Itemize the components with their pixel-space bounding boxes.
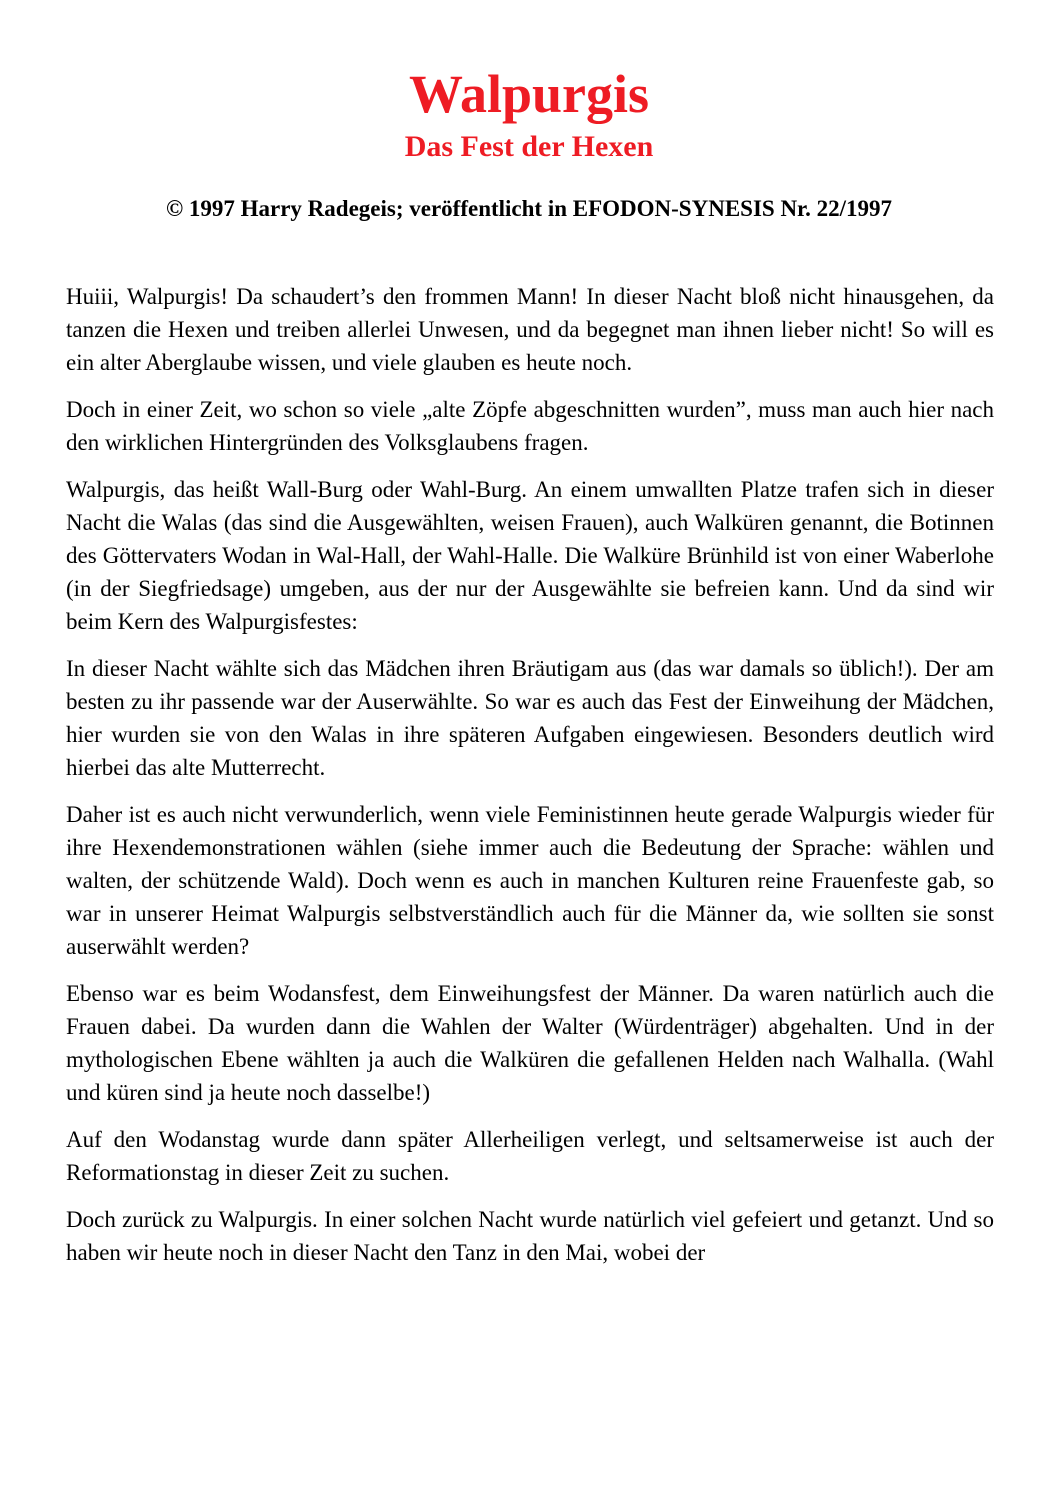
page-title: Walpurgis — [408, 64, 650, 124]
page-subtitle: Das Fest der Hexen — [404, 130, 654, 163]
paragraph-4: In dieser Nacht wählte sich das Mädchen ihren Bräutigam aus (das war damals so üblich!). Der am besten zu ihr passende war der Auserwählte. So war es auch das Fest der Einweihung der Mädchen, hier wurden sie von den Walas in ihre späteren Aufgaben eingewiesen. Besonders deutlich wird hierbei das alte Mutterrecht. — [66, 656, 994, 780]
paragraph-6: Ebenso war es beim Wodansfest, dem Einweihungsfest der Männer. Da waren natürlich auch die Frauen dabei. Da wurden dann die Wahlen der Walter (Würdenträger) abgehalten. Und in der mythologischen Ebene wählten ja auch die Walküren die gefallenen Helden nach Walhalla. (Wahl und küren sind ja heute noch dasselbe!) — [66, 981, 994, 1105]
paragraph-5: Daher ist es auch nicht verwunderlich, wenn viele Feministinnen heute gerade Walpurgis wieder für ihre Hexendemonstrationen wählen (siehe immer auch die Bedeutung der Sprache: wählen und walten, der schützende Wald). Doch wenn es auch in manchen Kulturen reine Frauenfeste gab, so war in unserer Heimat Walpurgis selbstverständlich auch für die Männer da, wie sollten sie sonst auserwählt werden? — [66, 802, 994, 959]
copyright-line: © 1997 Harry Radegeis; veröffentlicht in EFODON-SYNESIS Nr. 22/1997 — [165, 196, 893, 221]
paragraph-2: Doch in einer Zeit, wo schon so viele „alte Zöpfe abgeschnitten wurden”, muss man auch hier nach den wirklichen Hintergründen des Volksglaubens fragen. — [66, 397, 994, 455]
paragraph-3: Walpurgis, das heißt Wall-Burg oder Wahl-Burg. An einem umwallten Platze trafen sich in dieser Nacht die Walas (das sind die Ausgewählten, weisen Frauen), auch Walküren genannt, die Botinnen des Göttervaters Wodan in Wal-Hall, der Wahl-Halle. Die Walküre Brünhild ist von einer Waberlohe (in der Siegfriedsage) umgeben, aus der nur der Ausgewählte sie befreien kann. Und da sind wir beim Kern des Walpurgisfestes: — [66, 477, 994, 634]
paragraph-1: Huiii, Walpurgis! Da schaudert’s den frommen Mann! In dieser Nacht bloß nicht hinausgehen, da tanzen die Hexen und treiben allerlei Unwesen, und da begegnet man ihnen lieber nicht! So will es ein alter Aberglaube wissen, und viele glauben es heute noch. — [66, 284, 994, 375]
article-body — [66, 280, 994, 1283]
paragraph-8: Doch zurück zu Walpurgis. In einer solchen Nacht wurde natürlich viel gefeiert und getanzt. Und so haben wir heute noch in dieser Nacht den Tanz in den Mai, wobei der — [66, 1207, 994, 1265]
paragraph-7: Auf den Wodanstag wurde dann später Allerheiligen verlegt, und seltsamerweise ist auch der Reformationstag in dieser Zeit zu suchen. — [66, 1127, 994, 1185]
